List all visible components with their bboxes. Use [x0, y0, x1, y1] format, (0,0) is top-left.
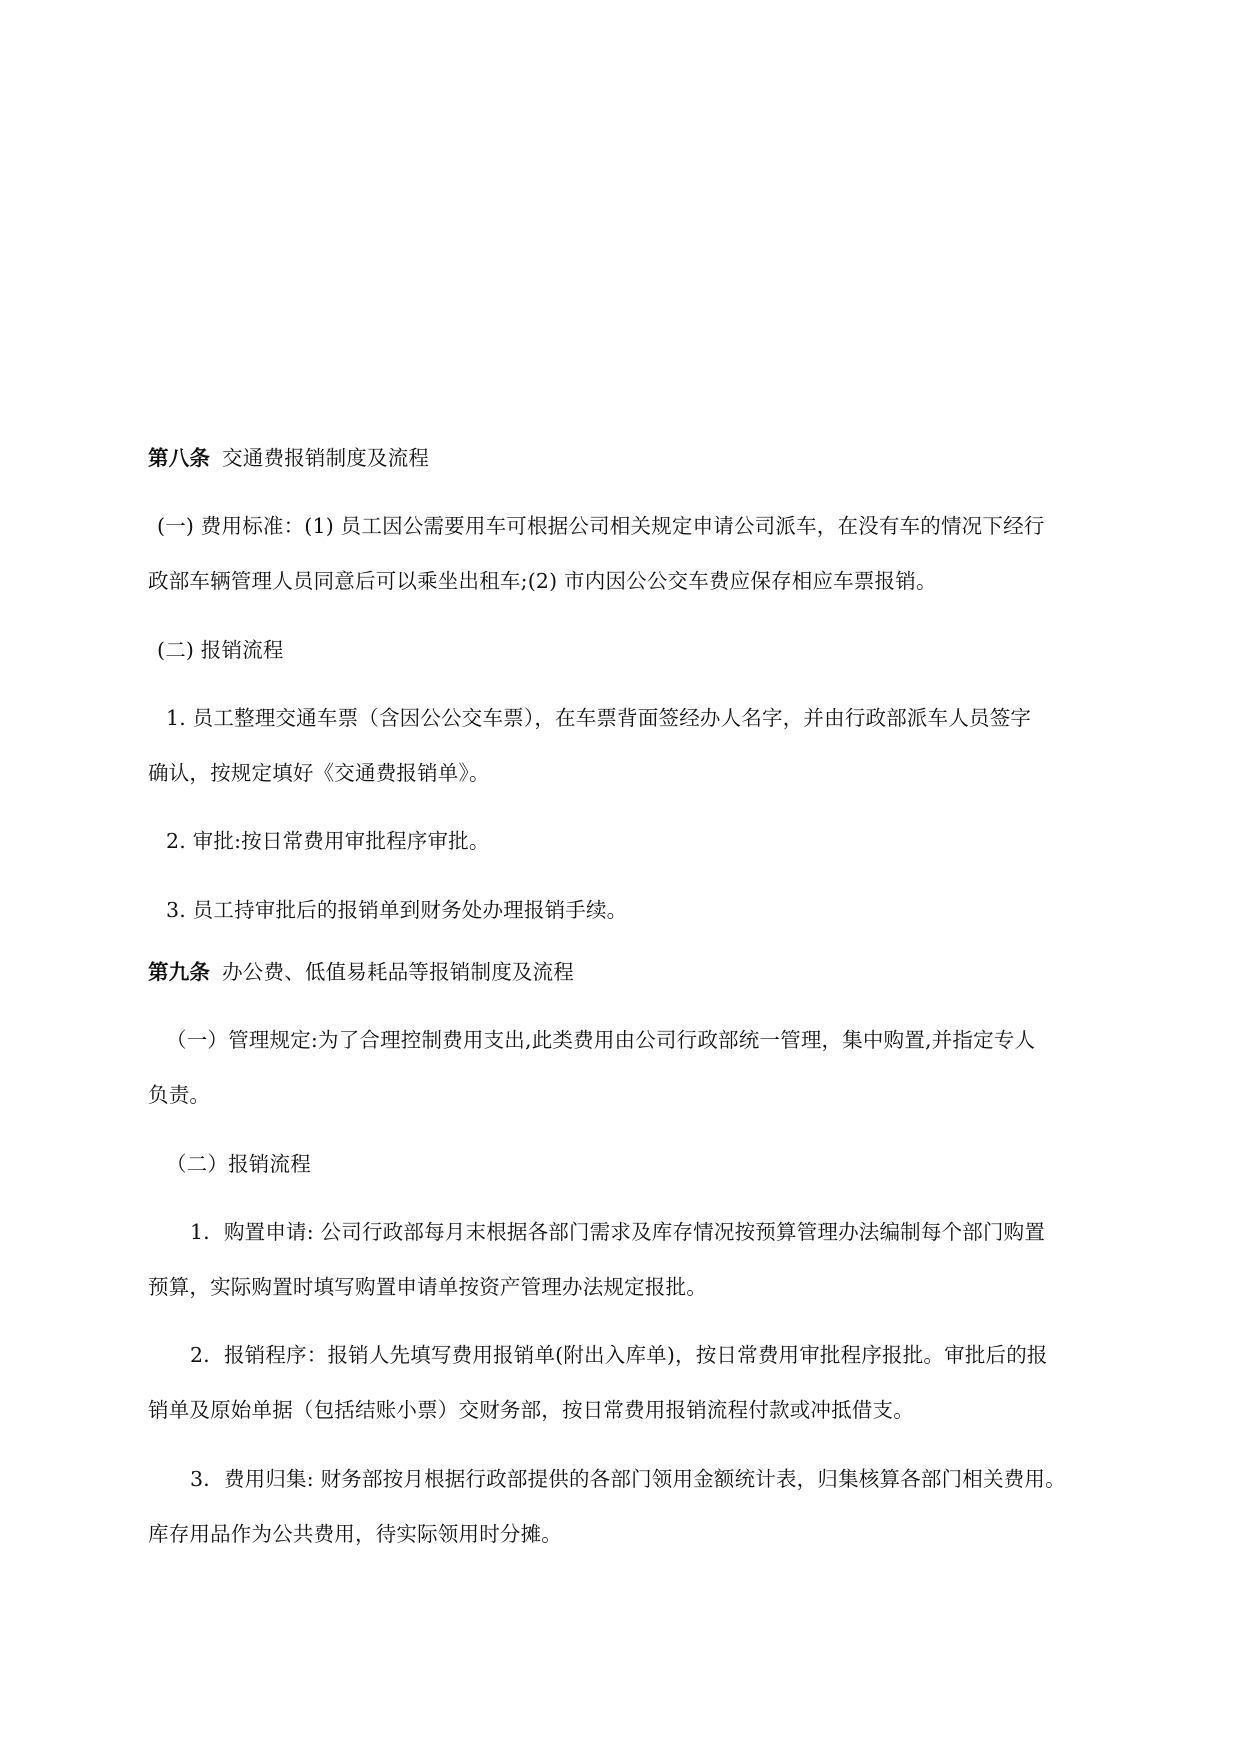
- article-9-process-heading: （二）报销流程: [166, 1152, 311, 1176]
- article-9-rules-line2: 负责。: [148, 1083, 211, 1107]
- article-8-step2: 2. 审批:按日常费用审批程序审批。: [166, 829, 490, 853]
- article-8-step1-line2: 确认，按规定填好《交通费报销单》。: [148, 761, 490, 785]
- article-9-step3-line2: 库存用品作为公共费用，待实际领用时分摊。: [148, 1522, 562, 1546]
- article-9-step2-line1: 2．报销程序：报销人先填写费用报销单(附出入库单)，按日常费用审批程序报批。审批后的报: [190, 1343, 1048, 1367]
- article-9-title: 办公费、低值易耗品等报销制度及流程: [222, 960, 575, 984]
- article-8-title: 交通费报销制度及流程: [222, 446, 430, 470]
- article-8-process-heading: (二) 报销流程: [157, 638, 284, 662]
- article-9-step3-line1: 3．费用归集: 财务部按月根据行政部提供的各部门领用金额统计表，归集核算各部门相关费用。: [190, 1467, 1066, 1491]
- article-8-standard-line2: 政部车辆管理人员同意后可以乘坐出租车;(2) 市内因公公交车费应保存相应车票报销。: [148, 569, 937, 593]
- article-9-heading: [148, 958, 574, 986]
- article-8-step3: 3. 员工持审批后的报销单到财务处办理报销手续。: [166, 898, 628, 922]
- article-9-label: 第九条: [148, 960, 211, 984]
- article-9-step2-line2: 销单及原始单据（包括结账小票）交财务部，按日常费用报销流程付款或冲抵借支。: [148, 1398, 914, 1422]
- article-9-step1-line1: 1．购置申请: 公司行政部每月末根据各部门需求及库存情况按预算管理办法编制每个部门购置: [190, 1220, 1046, 1244]
- article-8-step1-line1: 1. 员工整理交通车票（含因公公交车票），在车票背面签经办人名字，并由行政部派车人员签字: [166, 706, 1032, 730]
- article-8-label: 第八条: [148, 446, 211, 470]
- article-9-step1-line2: 预算，实际购置时填写购置申请单按资产管理办法规定报批。: [148, 1275, 707, 1299]
- article-9-rules-line1: （一）管理规定:为了合理控制费用支出,此类费用由公司行政部统一管理，集中购置,并指定专人: [166, 1028, 1036, 1052]
- article-8-heading: [148, 444, 429, 472]
- article-8-standard-line1: (一) 费用标准：(1) 员工因公需要用车可根据公司相关规定申请公司派车，在没有车的情况下经行: [157, 514, 1045, 538]
